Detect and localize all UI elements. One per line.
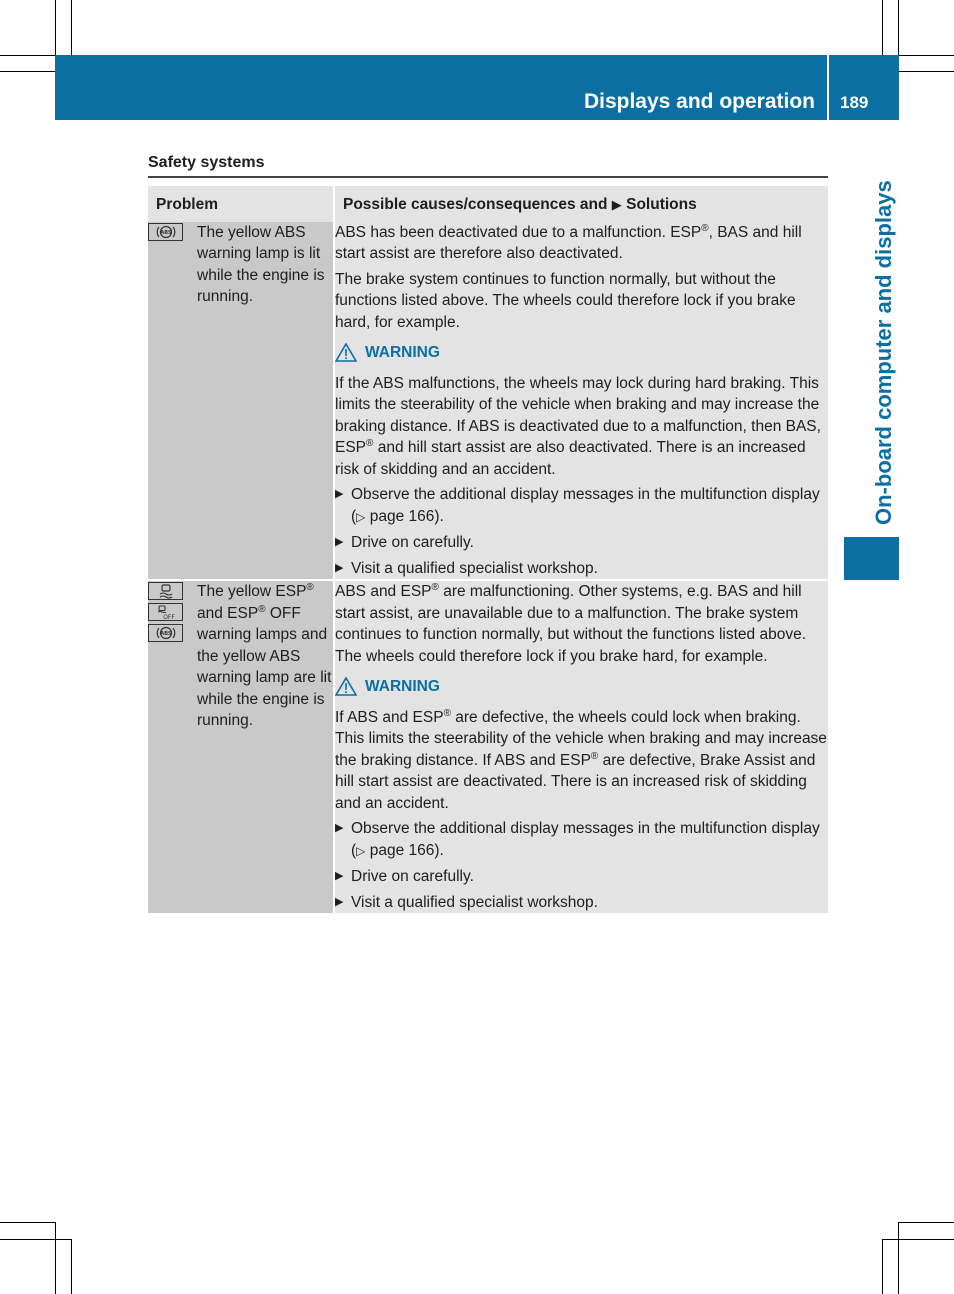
solution-step: ▶ Observe the additional display messages in the multifunction display (▷ page 166). xyxy=(335,818,828,862)
solution-step: ▶ Visit a qualified specialist workshop. xyxy=(335,558,828,580)
warning-label: WARNING xyxy=(365,678,440,695)
header-causes-text: Possible causes/consequences and xyxy=(343,196,608,213)
warning-triangle-icon xyxy=(335,343,357,362)
crop-mark xyxy=(882,0,883,55)
crop-mark xyxy=(55,1222,56,1294)
solutions-arrow-icon: ▶ xyxy=(611,197,622,212)
table-row xyxy=(148,222,828,581)
solution-step: ▶ Observe the additional display messages in the multifunction display (▷ page 166). xyxy=(335,484,828,528)
page-number: 189 xyxy=(840,93,869,112)
problem-text: The yellow ABS warning lamp is lit while the engine is running. xyxy=(197,223,325,305)
crop-mark xyxy=(71,0,72,55)
crop-mark xyxy=(899,55,954,56)
warning-text: If the ABS malfunctions, the wheels may lock during hard braking. This limits the steerability of the vehicle when braking and may increase the braking distance. If ABS is deactivated due to a malfunction, then BAS, ESP® and hill start assist are also deactivated. There is an increased risk of skidding and an accident. xyxy=(335,374,821,478)
step-arrow-icon: ▶ xyxy=(335,488,344,500)
problem-cell xyxy=(148,580,334,913)
crop-mark xyxy=(898,1222,899,1294)
solution-cell xyxy=(334,222,828,581)
consequence-paragraph: The brake system continues to function normally, but without the functions listed above. The wheels could therefore lock if you brake hard, for example. xyxy=(335,270,796,331)
svg-text:OFF: OFF xyxy=(162,613,175,620)
chapter-header xyxy=(55,55,899,120)
header-solutions-text: Solutions xyxy=(626,196,697,213)
crop-mark xyxy=(55,0,56,55)
crop-mark xyxy=(899,1222,954,1223)
side-tab-marker xyxy=(844,537,899,580)
step-arrow-icon: ▶ xyxy=(335,870,344,882)
header-problem: Problem xyxy=(148,186,334,222)
warning-text: If ABS and ESP® are defective, the wheels could lock when braking. This limits the steerability of the vehicle when braking and may increase the braking distance. If ABS and ESP® are defective, Brake Assist and hill start assist are deactivated. There is an increased risk of skidding and an accident. xyxy=(335,707,827,812)
svg-text:ABS: ABS xyxy=(159,631,172,637)
crop-mark xyxy=(0,1222,55,1223)
section-rule xyxy=(148,176,828,178)
esp-off-icon xyxy=(148,603,183,621)
solution-step: ▶ Drive on carefully. xyxy=(335,532,828,554)
step-arrow-icon: ▶ xyxy=(335,895,344,908)
crop-mark xyxy=(0,71,55,72)
problem-text: The yellow ESP® and ESP® OFF warning lamps and the yellow ABS warning lamp are lit while the engine is running. xyxy=(197,581,332,729)
header-solutions xyxy=(334,186,828,222)
step-arrow-icon: ▶ xyxy=(335,822,344,834)
warning-heading xyxy=(335,342,828,364)
crop-mark xyxy=(882,1239,883,1294)
problem-cell xyxy=(148,222,334,581)
svg-text:ABS: ABS xyxy=(159,229,172,236)
abs-warning-icon xyxy=(148,624,183,642)
crop-mark xyxy=(898,0,899,55)
abs-warning-icon xyxy=(148,223,183,241)
header-divider xyxy=(827,55,829,120)
esp-icon xyxy=(148,582,183,600)
side-tab-label: On-board computer and displays xyxy=(871,180,896,525)
page-ref-link[interactable]: ▷ xyxy=(356,509,366,524)
solution-step: ▶ Drive on carefully. xyxy=(335,866,828,888)
page-ref-link[interactable]: ▷ xyxy=(356,843,366,858)
solution-step: ▶ Visit a qualified specialist workshop. xyxy=(335,892,828,914)
chapter-title: Displays and operation xyxy=(583,90,815,113)
step-arrow-icon: ▶ xyxy=(335,536,344,548)
side-tab xyxy=(844,120,899,536)
warning-triangle-icon xyxy=(335,677,357,696)
crop-mark xyxy=(71,1239,72,1294)
section-title: Safety systems xyxy=(148,154,265,171)
solution-cell xyxy=(334,580,828,913)
cause-paragraph: ABS and ESP® are malfunctioning. Other systems, e.g. BAS and hill start assist, are unavailable due to a malfunction. The brake system continues to function normally, but without the functions listed above. The wheels could therefore lock if you brake hard, for example. xyxy=(335,581,807,665)
crop-mark xyxy=(0,55,55,56)
crop-mark xyxy=(899,71,954,72)
crop-mark xyxy=(0,1239,71,1240)
warning-heading xyxy=(335,676,828,698)
crop-mark xyxy=(882,1239,954,1240)
table-header-row xyxy=(148,186,828,222)
safety-systems-table xyxy=(148,186,828,913)
cause-paragraph: ABS has been deactivated due to a malfunction. ESP®, BAS and hill start assist are therefore also deactivated. xyxy=(335,222,802,262)
table-row xyxy=(148,580,828,913)
warning-label: WARNING xyxy=(365,344,440,361)
step-arrow-icon: ▶ xyxy=(335,561,344,574)
